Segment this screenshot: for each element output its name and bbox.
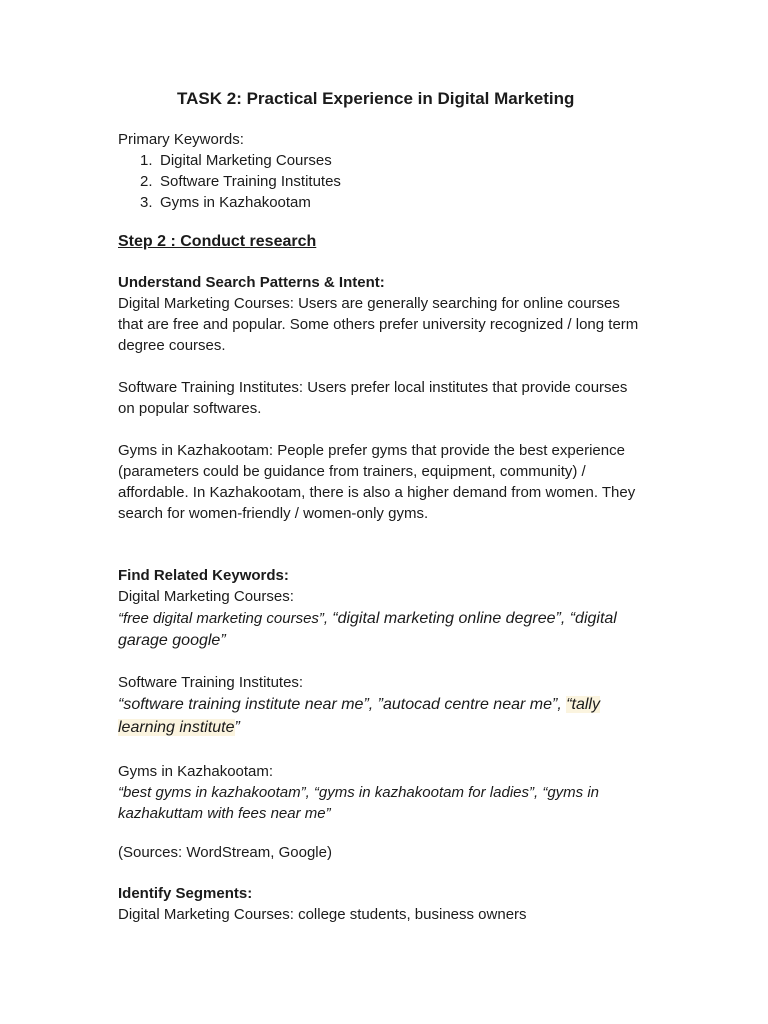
segments-heading: Identify Segments: — [118, 885, 253, 902]
paragraph-line: degree courses. — [118, 337, 226, 354]
sti-keywords-line — [118, 693, 600, 716]
list-item — [140, 171, 341, 192]
list-item — [140, 192, 311, 213]
keyword-text: “digital marketing online degree”, “digital — [332, 610, 617, 627]
paragraph-line: (parameters could be guidance from trainers, equipment, community) / — [118, 463, 586, 480]
list-text: Digital Marketing Courses — [160, 152, 332, 169]
list-item — [140, 150, 332, 171]
paragraph-line: affordable. In Kazhakootam, there is also a higher demand from women. They — [118, 484, 636, 501]
highlighted-keyword: learning institute — [118, 719, 235, 736]
gym-keywords-line: “best gyms in kazhakootam”, “gyms in kazhakootam for ladies”, “gyms in — [118, 784, 600, 801]
primary-keywords-heading: Primary Keywords: — [118, 131, 244, 148]
list-text: Software Training Institutes — [160, 173, 341, 190]
sti-keywords-label: Software Training Institutes: — [118, 674, 304, 691]
related-keywords-heading: Find Related Keywords: — [118, 567, 289, 584]
paragraph-line: Software Training Institutes: Users prefer local institutes that provide courses — [118, 379, 628, 396]
search-patterns-heading: Understand Search Patterns & Intent: — [118, 274, 385, 291]
list-number: 3. — [140, 194, 153, 211]
keyword-text: ” — [234, 719, 240, 736]
paragraph-line: that are free and popular. Some others prefer university recognized / long term — [118, 316, 639, 333]
keyword-text: “software training institute near me”, ”autocad centre near me”, — [118, 696, 567, 713]
paragraph-line: Digital Marketing Courses: college students, business owners — [118, 906, 527, 923]
step-heading: Step 2 : Conduct research — [118, 233, 317, 250]
paragraph-line: on popular softwares. — [118, 400, 262, 417]
gym-keywords-label: Gyms in Kazhakootam: — [118, 763, 274, 780]
list-text: Gyms in Kazhakootam — [160, 194, 311, 211]
highlighted-keyword: “tally — [566, 696, 600, 713]
keyword-text: “free digital marketing courses”, — [118, 610, 333, 627]
paragraph-line: Digital Marketing Courses: Users are generally searching for online courses — [118, 295, 620, 312]
paragraph-line: Gyms in Kazhakootam: People prefer gyms that provide the best experience — [118, 442, 625, 459]
list-number: 1. — [140, 152, 153, 169]
dm-keywords-label: Digital Marketing Courses: — [118, 588, 294, 605]
dm-keywords-line: garage google” — [118, 632, 226, 649]
list-number: 2. — [140, 173, 153, 190]
document-title: TASK 2: Practical Experience in Digital Marketing — [177, 89, 575, 108]
paragraph-line: search for women-friendly / women-only gyms. — [118, 505, 429, 522]
dm-keywords-line — [118, 607, 617, 630]
gym-keywords-line: kazhakuttam with fees near me” — [118, 805, 331, 822]
sources-note: (Sources: WordStream, Google) — [118, 844, 332, 861]
sti-keywords-line — [118, 716, 240, 739]
